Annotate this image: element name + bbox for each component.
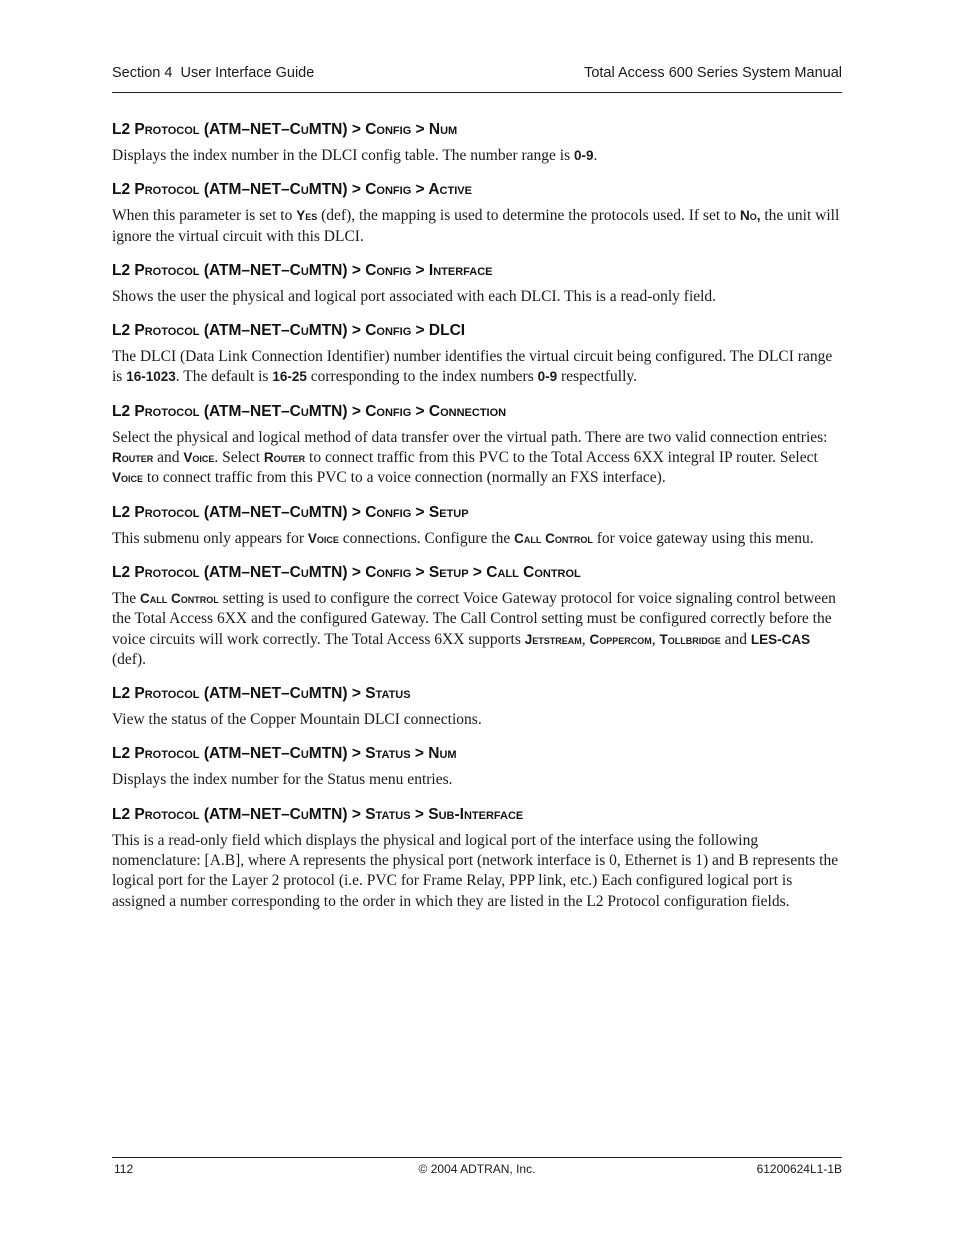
section-status-sub-interface [112, 805, 842, 912]
header-manual-title: Total Access 600 Series System Manual [584, 65, 842, 81]
section-body: The DLCI (Data Link Connection Identifier) number identifies the virtual circuit being configured. The DLCI range is 16-1023. The default is 16-25 corresponding to the index numbers 0-9 respectfully. [112, 348, 833, 386]
header-section-title: Section 4 User Interface Guide [112, 65, 315, 81]
section-body: This submenu only appears for Voice connections. Configure the Call Control for voice gateway using this menu. [112, 529, 814, 547]
section-body: Select the physical and logical method of data transfer over the virtual path. There are two valid connection entries: Router and Voice. Select Router to connect traffic from this PVC to the Total Access 6XX integral IP router. Select Voice to connect traffic from this PVC to a voice connection (normally an FXS interface). [112, 428, 828, 487]
section-config-active [112, 180, 842, 247]
section-body: Displays the index number in the DLCI config table. The number range is 0-9. [112, 147, 598, 164]
page-number: 112 [114, 1162, 134, 1176]
section-config-interface [112, 261, 842, 307]
document-number: 61200624L1-1B [756, 1162, 842, 1176]
section-config-num [112, 120, 842, 166]
section-status-num [112, 744, 842, 790]
page-content [112, 120, 842, 926]
section-config-setup [112, 503, 842, 549]
page-footer [112, 1157, 842, 1180]
section-heading: L2 Protocol (ATM–NET–CuMTN) > Config > Num [112, 121, 458, 138]
page-header [112, 62, 842, 93]
section-body: Shows the user the physical and logical port associated with each DLCI. This is a read-only field. [112, 287, 717, 305]
section-heading: L2 Protocol (ATM–NET–CuMTN) > Status > Sub-Interface [112, 805, 524, 823]
section-status [112, 684, 842, 730]
section-config-setup-call-control [112, 563, 842, 670]
section-body: Displays the index number for the Status menu entries. [112, 771, 453, 789]
section-heading: L2 Protocol (ATM–NET–CuMTN) > Config > Connection [112, 402, 507, 420]
section-heading: L2 Protocol (ATM–NET–CuMTN) > Config > Setup > Call Control [112, 563, 581, 581]
section-body: When this parameter is set to Yes (def), the mapping is used to determine the protocols used. If set to No, the unit will ignore the virtual circuit with this DLCI. [112, 207, 840, 245]
section-heading: L2 Protocol (ATM–NET–CuMTN) > Config > Interface [112, 261, 493, 279]
copyright: © 2004 ADTRAN, Inc. [418, 1162, 536, 1176]
section-body: View the status of the Copper Mountain DLCI connections. [112, 711, 482, 729]
section-body: This is a read-only field which displays the physical and logical port of the interface using the following nomenclature: [A.B], where A represents the physical port (network interface is 0, Ethernet is 1) and B represents the logical port for the Layer 2 protocol (i.e. PVC for Frame Relay, PPP link, etc.) Each configured logical port is assigned a number corresponding to the order in which they are listed in the L2 Protocol configuration fields. [112, 831, 839, 910]
section-heading: L2 Protocol (ATM–NET–CuMTN) > Status > Num [112, 745, 457, 763]
section-config-connection [112, 402, 842, 489]
section-heading: L2 Protocol (ATM–NET–CuMTN) > Config > Active [112, 181, 472, 199]
section-heading: L2 Protocol (ATM–NET–CuMTN) > Config > DLCI [112, 322, 466, 340]
section-config-dlci [112, 321, 842, 388]
section-heading: L2 Protocol (ATM–NET–CuMTN) > Config > Setup [112, 503, 469, 521]
section-body: The Call Control setting is used to configure the correct Voice Gateway protocol for voice signaling control between the Total Access 6XX and the configured Gateway. The Call Control setting must be configured correctly before the voice circuits will work correctly. The Total Access 6XX supports Jetstream, Coppercom, Tollbridge and LES-CAS (def). [112, 589, 836, 668]
section-heading: L2 Protocol (ATM–NET–CuMTN) > Status [112, 685, 411, 703]
